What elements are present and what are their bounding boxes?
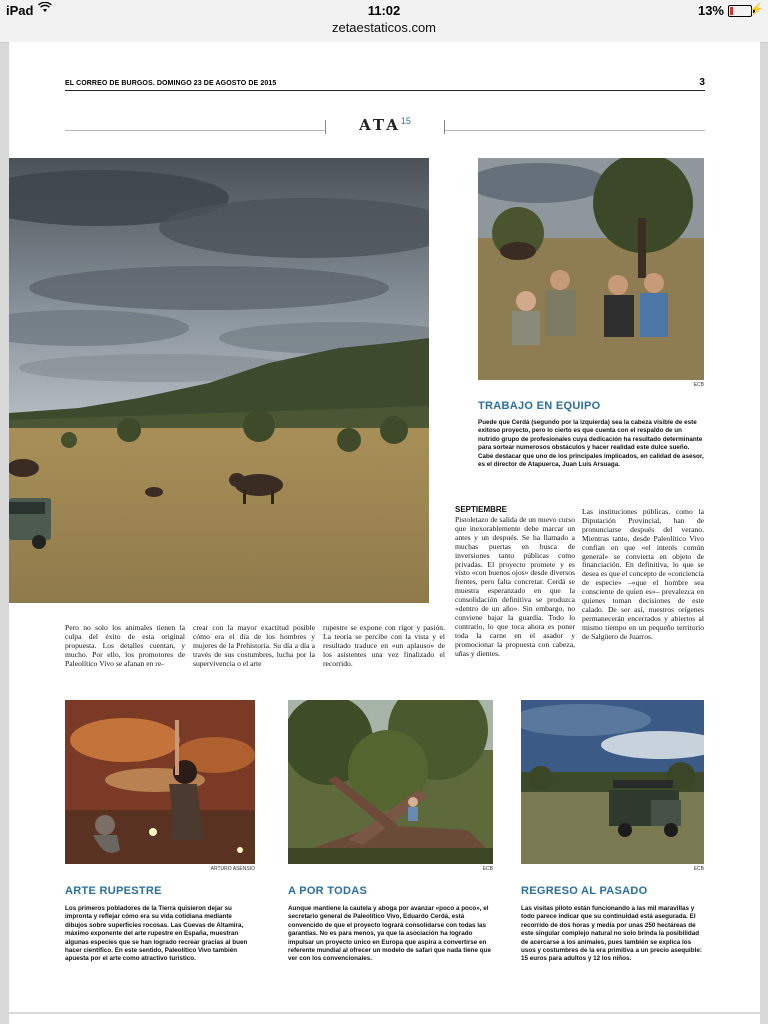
fallen-tree-credit: ECB: [482, 866, 493, 872]
clock: 11:02: [367, 3, 401, 18]
intro-col2: crear con la mayor exactitud posible cómo era el día de los hombres y mujeres de la Prehistoria. Su día a día a través de sus costumbres, lucha por la supervivencia o el arte: [193, 623, 315, 668]
team-photo: [478, 158, 704, 380]
por-todas-caption: Aunque mantiene la cautela y aboga por avanzar «poco a poco», el secretario general de Paleolítico Vivo, Eduardo Cerdá, está convencido de que el proyecto logrará consolidarse con todas las garantías. No es para menos, ya que la asociación ha logrado impulsar un proyecto único en Europa que aspira a convertirse en referente mundial al ofrecer un modelo de safari que nada tiene que ver con los convencionales.: [288, 905, 491, 963]
intro-col1: Pero no solo los animales tienen la culpa del éxito de esta original propuesta. Los detalles cuentan, y mucho. Por ello, los promotores de Paleolítico Vivo se afanan en re-: [65, 623, 185, 668]
cave-art-photo: [65, 700, 255, 864]
page-number: 3: [699, 77, 705, 88]
arte-title: ARTE RUPESTRE: [65, 885, 162, 897]
status-bar: [0, 0, 768, 20]
vehicle-photo: [521, 700, 704, 864]
charging-bolt-icon: ⚡: [749, 2, 764, 16]
regreso-caption: Las visitas piloto están funcionando a las mil maravillas y todo parece indicar que su continuidad está asegurada. El recorrido de dos horas y media por unas 250 hectáreas de este singular complejo natural no solo brinda la posibilidad de acercarse a los animales, pues también se explica los usos y costumbres de la era primitiva a un precio asequible: 15 euros para adultos y 12 los niños.: [521, 905, 702, 963]
trabajo-title: TRABAJO EN EQUIPO: [478, 400, 601, 412]
team-photo-credit: ECB: [693, 382, 704, 388]
regreso-title: REGRESO AL PASADO: [521, 885, 648, 897]
septiembre-col1: Pistoletazo de salida de un nuevo curso que inexorablemente debe marcar un antes y un después. Se ha llamado a muchas puertas en busca de inversiones tanto públicas como privadas. El proyecto promete y es visto «con buenos ojos» desde diversos frentes, pero falta concretar. Cerdá se muestra esperanzado en que la consolidación definitiva se produzca «dentro de un año». Sin embargo, no conviene bajar la guardia. Todo lo contrario, lo que toca ahora es poner toda la carne en el asador y promocionar la propuesta con cabeza, uñas y dientes.: [455, 515, 575, 658]
vehicle-credit: ECB: [693, 866, 704, 872]
intro-col3: rupestre se expone con rigor y pasión. La teoría se percibe con la vista y el resultado traduce en «un aplauso» de los asistentes una vez finalizado el recorrido.: [323, 623, 445, 668]
arte-caption: Los primeros pobladores de la Tierra quisieron dejar su impronta y reflejar cómo era su vida cotidiana mediante dibujos sobre superficies rocosas. Las Cuevas de Altamira, máximo exponente del arte rupestre en España, muestran algunas especies que se han logrado recrear gracias al buen hacer científico. En este sentido, Paleolítico Vivo también apuesta por el arte como atractivo turístico.: [65, 905, 248, 963]
cave-art-credit: ARTURO ASENSIO: [210, 866, 255, 872]
newspaper-page: [9, 42, 760, 1012]
address-bar[interactable]: [0, 20, 768, 43]
septiembre-col2: Las instituciones públicas, como la Diputación Provincial, han de pronunciarse después del verano. Mientras tanto, desde Paleolítico Vivo confían en que «el interés común general» se convierta en objeto de financiación. En definitiva, lo que se desea es que el concepto de «conciencia de especie» –«que el hombre sea consciente de quien es»– prevalezca en quienes toman decisiones de este calado. De ser así, nuestros orígenes permanecerán encerrados y abiertos al mismo tiempo en un pequeño territorio de Salgüero de Juarros.: [582, 507, 704, 641]
septiembre-kicker: SEPTIEMBRE: [455, 505, 508, 514]
next-page-edge: [9, 1014, 760, 1024]
logo-text: ATA: [359, 116, 401, 134]
main-landscape-photo: [9, 158, 429, 603]
por-todas-title: A POR TODAS: [288, 885, 368, 897]
masthead-text: EL CORREO DE BURGOS. DOMINGO 23 DE AGOSTO DE 2015: [65, 80, 277, 87]
device-name: iPad: [6, 3, 34, 18]
section-logo: [325, 116, 445, 140]
url-text: zetaestaticos.com: [331, 20, 437, 35]
masthead: [65, 77, 705, 91]
trabajo-caption: Puede que Cerdá (segundo por la izquierda) sea la cabeza visible de este exitoso proyecto, pero lo cierto es que cuenta con el respaldo de un nutrido grupo de profesionales cuya dedicación ha resultado determinante para sortear numerosos obstáculos y hacer realidad este dulce sueño. Cabe destacar que uno de los principales implicados, en calidad de asesor, es el director de Atapuerca, Juan Luis Arsuaga.: [478, 419, 704, 469]
fallen-tree-photo: [288, 700, 493, 864]
battery-percent: 13%: [697, 3, 724, 18]
logo-sup: 15: [400, 116, 411, 126]
